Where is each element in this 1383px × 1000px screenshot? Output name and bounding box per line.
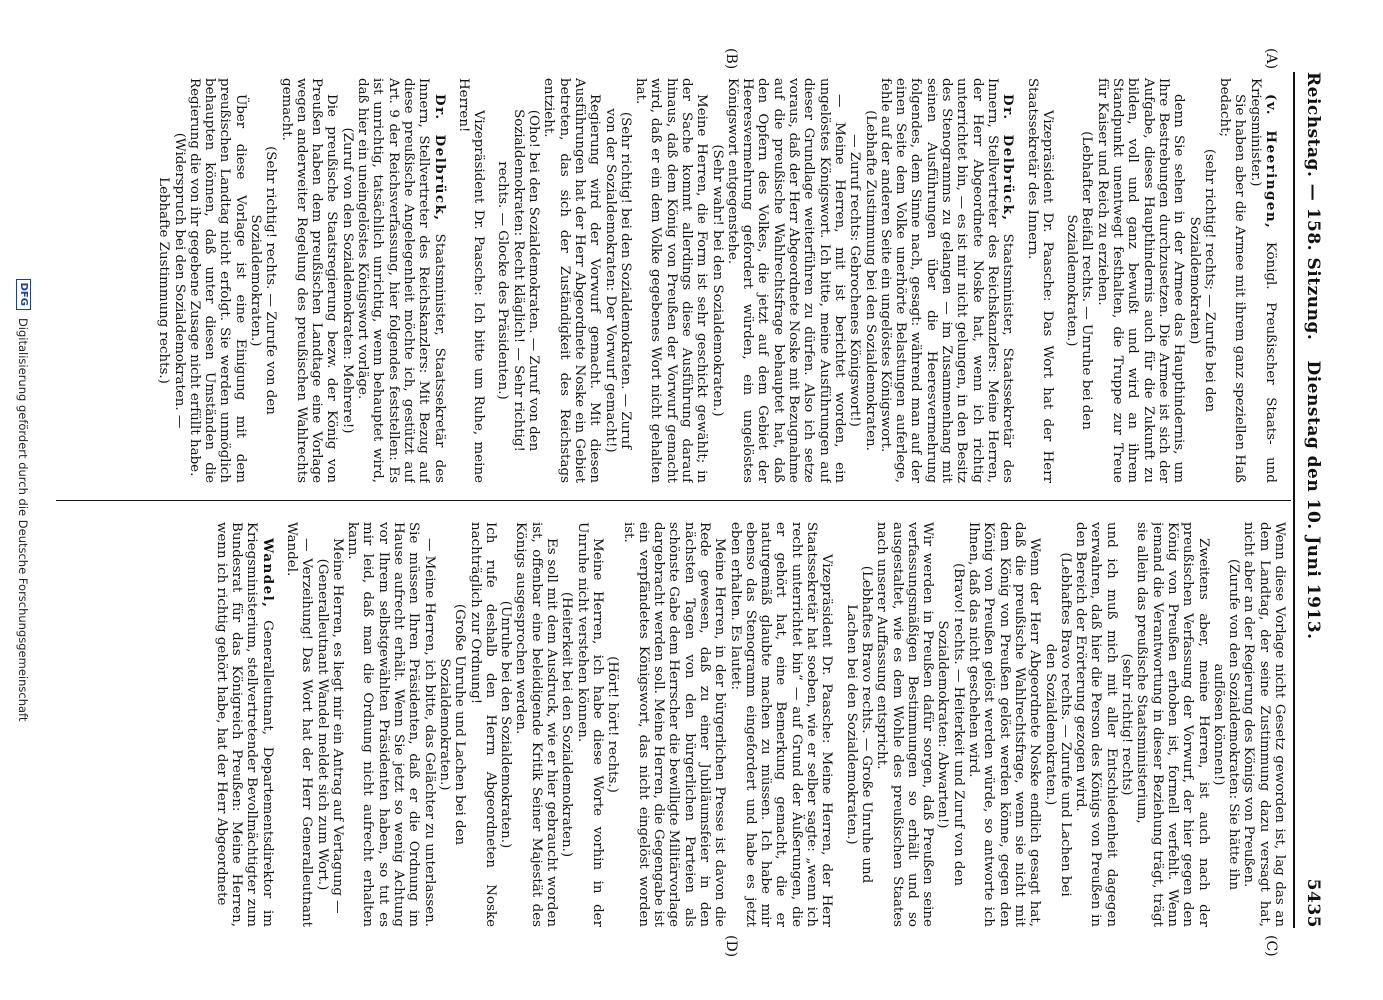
body-paragraph: Wenn der Herr Abgeordnete Noske endlich gesagt hat, daß die preußische Wahlrechtsfrage, wenn sie nicht mit dem König von Preußen gelöst werden könne, gegen den König von Preußen gelöst werden würde, so antworte ich Ihnen, daß das nicht geschehen wird. — [966, 522, 1043, 927]
speaker-paragraph — [1247, 78, 1278, 483]
body-paragraph: Meine Herren, in der bürgerlichen Presse ist davon die Rede gewesen, daß zu einer Jubiläumsfeier in den nächsten Tagen von den bürgerlichen Parteien als schönste Gabe dem Herrscher die bewilligte Militärvorlage dargebracht werden soll. Meine Herren, die Gegengabe ist ein verpfändetes Königswort, das nicht eingelöst worden ist. — [620, 522, 728, 927]
left-text-column — [57, 78, 1287, 483]
speaker-paragraph — [878, 78, 1016, 483]
header-page-number: 5435 — [1303, 878, 1323, 928]
body-paragraph: Regierung wird der Vorwurf gemacht. Mit diesen Ausführungen hat der Herr Abgeordnete Noske ein Gebiet betreten, das sich der Zuständigkeit des Reichstags entzieht. — [541, 78, 603, 483]
body-paragraph: Über diese Vorlage ist eine Einigung mit dem preußischen Landtag nicht erfolgt. Sie werden unmöglich behaupten können, daß unter diesen Umständen die Regierung die von ihr gegebene Zusage nicht erfüllt habe. — [186, 78, 248, 483]
body-paragraph: Wenn diese Vorlage nicht Gesetz geworden ist, lag das an dem Landtag, der seine Zustimmung dazu versagt hat, nicht aber an der Regierung des Königs von Preußen. — [1241, 522, 1287, 927]
body-paragraph: — Verzeihung! Das Wort hat der Herr Generalleutnant Wandel. — [284, 522, 315, 927]
speaker-text: Staatsminister, Staatssekretär des Innern, Stellvertreter des Reichskanzlers: Mit Bezug auf diese preußische Angelegenheit möchte ich, gestützt auf Art. 9 der Reichsverfassung, hier folgendes feststellen: Es ist unrichtig, tatsächlich unrichtig, wenn behauptet wird, daß hier ein uneingelöstes Königswort vorläge. — [355, 78, 447, 483]
speaker-text: Staatsminister, Staatssekretär des Innern, Stellvertreter des Reichskanzlers: Meine Herren, der Herr Abgeordnete Noske hat, wenn ich richtig unterrichtet bin, — es ist mir nicht gelungen, in den Besitz des Stenogramms zu gelangen — im Zusammenhang mit seinen Ausführungen über die Heeresvermehrung folgendes, dem Sinne nach, gesagt: während man auf der einen Seite dem Volke unerhörte Belastungen auferlege, fehle auf der anderen Seite ein ungelöstes Königswort. — [877, 78, 1016, 483]
interjection: (Lebhafter Beifall rechts. — Unruhe bei den Sozialdemokraten.) — [1064, 131, 1095, 430]
interjection: (Unruhe bei den Sozialdemokraten.) — [498, 600, 514, 849]
interjection: (Große Unruhe und Lachen bei den Sozialdemokraten.) — [436, 603, 468, 846]
interjection: (Lebhafte Zustimmung bei den Sozialdemokraten. — Zuruf rechts: Gebrochenes Königswort!) — [847, 110, 878, 451]
body-paragraph: Meine Herren, es liegt mir ein Antrag auf Vertagung — — [329, 538, 345, 914]
vice-president-remark: Vizepräsident Dr. Paasche: Das Wort hat der Herr Staatssekretär des Innern. — [1024, 78, 1055, 483]
right-text-column — [57, 522, 1287, 927]
vice-president-remark: Vizepräsident Dr. Paasche: Ich bitte um Ruhe, meine Herren! — [455, 78, 487, 483]
interjection: (Lebhaftes Bravo rechts. — Große Unruhe und Lachen bei den Sozialdemokraten.) — [843, 565, 874, 884]
speaker-text: Königl. Preußischer Staats- und Kriegsminister.) — [1247, 78, 1278, 483]
header-date: Dienstag den 10. Juni 1913. — [1303, 360, 1323, 640]
body-paragraph: Die preußische Staatsregierung bezw. der König von Preußen haben dem preußischen Landtage eine Vorlage wegen anderweiter Regelung des preußischen Wahlrechts gemacht. — [278, 78, 340, 483]
interjection: (Bravo! rechts. — Heiterkeit und Zuruf von den Sozialdemokraten: Abwarten!) — [935, 563, 966, 886]
body-paragraph: Meine Herren, ich habe diese Worte vorhin in der Unruhe nicht verstehen können. — [574, 522, 605, 927]
page-header — [1297, 72, 1323, 928]
body-paragraph: Meine Herren, die Form ist sehr geschickt gewählt; in der Sache kommt allerdings diese Ausführung darauf hinaus, daß dem König von Preußen der Vorwurf gemacht wird, daß er ein dem Volke gegebenes Wort nicht gehalten hat. — [633, 78, 710, 483]
body-paragraph: denn Sie sehen in der Armee das Haupthindernis, um Ihre Bestrebungen durchzusetzen. Die Armee ist sich der Aufgabe, dieses Haupthindernis auch für die Zukunft zu bilden, voll und ganz bewußt und wird an ihrem Standpunkt unentwegt festhalten, die Truppe zur Treue für Kaiser und Reich zu erziehen. — [1094, 78, 1187, 483]
speaker-name: (v. Heeringen, — [1263, 94, 1279, 230]
column-divider — [56, 500, 1291, 501]
body-paragraph: Wir werden in Preußen dafür sorgen, daß Preußen seine verfassungsmäßigen Bestimmungen so erhält und so ausgestaltet, wie es dem Wohle des preußischen Staates nach unserer Auffassung entspricht. — [874, 522, 936, 927]
interjection: (Widerspruch bei den Sozialdemokraten. — Lebhafte Zustimmung rechts.) — [156, 132, 187, 429]
interjection: (sehr richtig! rechts; — Zurufe bei den Sozialdemokraten) — [1186, 148, 1217, 413]
speaker-name: Wandel, — [259, 538, 276, 609]
speaker-paragraph — [214, 522, 275, 927]
interjection: (Sehr wahr! bei den Sozialdemokraten.) — [709, 144, 725, 417]
interjection: (Zurufe von den Sozialdemokraten: Sie hätte ihn auflösen können!) — [1210, 558, 1242, 891]
speaker-name: Dr. Delbrück, — [1000, 94, 1017, 222]
margin-letter-d: (D) — [723, 935, 739, 958]
header-rule — [1293, 72, 1295, 928]
footer-text: Digitalisierung gefördert durch die Deutsche Forschungsgemeinschaft — [16, 317, 31, 722]
interjection: (Generalleutnant Wandel meldet sich zum Wort.) — [314, 558, 330, 891]
speaker-text: Generalleutnant, Departementsdirektor im Kriegsministerium, stellvertretender Bevollmächtigter zum Bundesrat für das Königreich Preußen: Meine Herren, wenn ich richtig gehört habe, hat der Herr Abgeordnete — [213, 522, 275, 927]
body-paragraph: Zweitens aber, meine Herren, ist auch nach der preußischen Verfassung der Vorwurf, der hier gegen den König von Preußen erhoben ist, formell verfehlt. Wenn jemand die Verantwortung in dieser Beziehung trägt, trägt sie allein das preußische Staatsministerium, — [1134, 522, 1211, 927]
header-session-title: Reichstag. — 158. Sitzung. — [1303, 72, 1323, 341]
interjection: (Lebhaftes Bravo rechts. — Zurufe und Lachen bei den Sozialdemokraten.) — [1042, 552, 1073, 897]
interjection: (sehr richtig! rechts) — [1119, 653, 1135, 796]
body-paragraph: Ich rufe deshalb den Herrn Abgeordneten Noske nachträglich zur Ordnung! — [467, 522, 498, 927]
interjection: (Oho! bei den Sozialdemokraten. — Zuruf von den Sozialdemokraten: Recht kläglich! — Sehr richtig! rechts. — Glocke des Präsidenten.) — [495, 109, 542, 452]
interjection: (Hört! hört! rechts.) — [605, 656, 621, 793]
body-paragraph: und ich muß mich mit aller Entschiedenheit dagegen verwahren, daß hier die Person des Königs von Preußen in den Bereich der Erörterung gezogen wird. — [1073, 522, 1119, 927]
interjection: (Heiterkeit bei den Sozialdemokraten.) — [559, 591, 575, 858]
dfg-logo: DFG — [16, 279, 31, 310]
footer-credit — [16, 0, 31, 1000]
speaker-paragraph — [355, 78, 447, 483]
vice-president-remark: Vizepräsident Dr. Paasche: Meine Herren, der Herr Staatssekretär hat soeben, wie er selber sagte: „wenn ich recht unterrichtet bin“ — auf Grund der Äußerungen, die er gehört hat, eine Bemerkung gemacht, die er naturgemäß glaubte machen zu müssen. Ich habe mir ebenso das Stenogramm eingefordert und habe es jetzt eben erhalten. Es lautet: — [727, 522, 835, 927]
interjection: (Sehr richtig! rechts. — Zurufe von den Sozialdemokraten.) — [248, 146, 279, 415]
body-paragraph: — Meine Herren, ich bitte, das Gelächter zu unterlassen. Sie müssen Ihren Präsidenten, daß er die Ordnung im Hause aufrecht erhält. Wenn Sie jetzt so wenig Achtung vor Ihrem selbstgewählten Präsidenten haben, so tut es mir leid, daß man die Ordnung nicht aufrecht erhalten kann. — [345, 522, 437, 927]
margin-letter-a: (A) — [1263, 48, 1279, 70]
body-paragraph: — Meine Herren, mit ist berichtet worden, ein ungelöstes Königswort. Ich bitte, meine Ausführungen auf dieser Grundlage weiterführen zu dürfen. Also ich setze voraus, daß der Herr Abgeordnete Noske mit Bezugnahme auf die preußische Wahlrechtsfrage behauptet hat, daß den Opfern des Volkes, die jetzt auf dem Gebiet der Heeresvermehrung gefordert würden, ein ungelöstes Königswort entgegenstehe. — [724, 78, 847, 483]
interjection: (Sehr richtig! bei den Sozialdemokraten. — Zuruf von der Sozialdemokraten: Der Vorwurf gemacht!) — [602, 108, 633, 453]
body-paragraph: Es soll mit dem Ausdruck, wie er hier gebraucht worden ist, offenbar eine beleidigende Kritik Seiner Majestät des Königs ausgesprochen werden. — [513, 522, 560, 927]
margin-letter-b: (B) — [723, 48, 739, 70]
body-paragraph: Sie haben aber die Armee mit ihrem ganz speziellen Haß bedacht; — [1217, 78, 1248, 483]
margin-letter-c: (C) — [1263, 935, 1279, 957]
speaker-name: Dr. Delbrück, — [431, 94, 448, 222]
interjection: (Zuruf von den Sozialdemokraten: Mehrere!) — [339, 127, 355, 434]
